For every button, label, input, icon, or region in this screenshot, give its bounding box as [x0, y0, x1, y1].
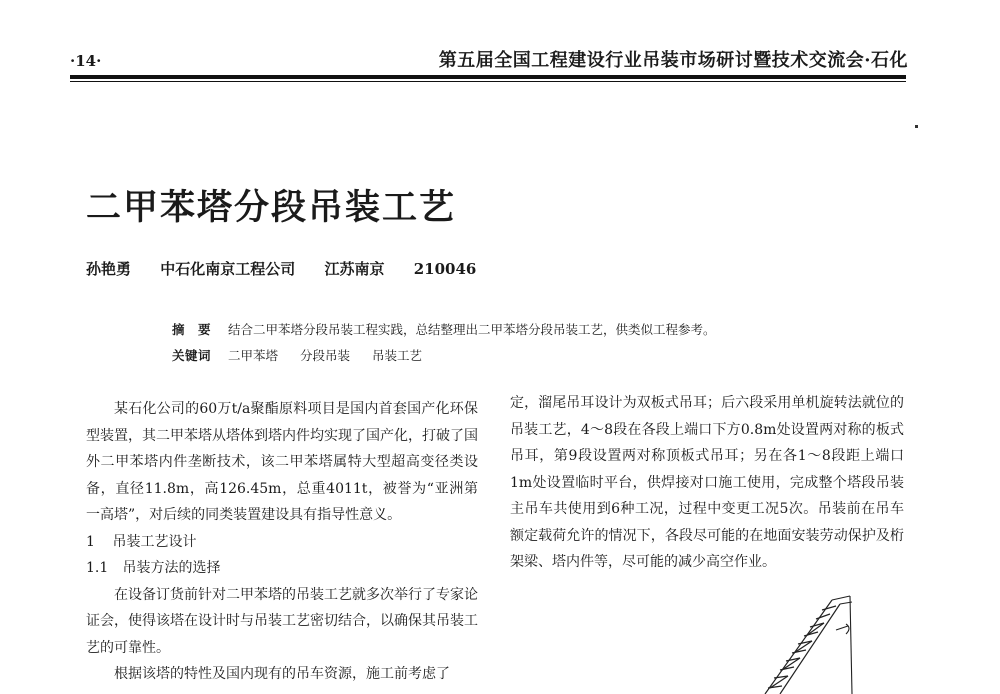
abstract-text: 结合二甲苯塔分段吊装工程实践，总结整理出二甲苯塔分段吊装工艺，供类似工程参考。 [227, 322, 716, 337]
page-number: ·14· [70, 52, 102, 70]
body-paragraph: 根据该塔的特性及国内现有的吊车资源，施工前考虑了 [114, 666, 450, 682]
keywords [172, 346, 440, 364]
keyword: 吊装工艺 [371, 348, 422, 363]
header-rule-thick [70, 75, 906, 79]
byline [86, 258, 476, 279]
header-rule-thin [70, 81, 906, 82]
crane-boom [765, 600, 840, 694]
author-affiliation: 中石化南京工程公司 [160, 260, 296, 278]
subsection-number: 1.1 [86, 560, 109, 576]
running-header-title: 第五届全国工程建设行业吊装市场研讨暨技术交流会·石化 [438, 50, 908, 71]
right-column [510, 390, 904, 576]
author-location: 江苏南京 [324, 260, 385, 278]
keyword: 分段吊装 [299, 348, 350, 363]
crane-figure [760, 590, 920, 694]
section-number: 1 [86, 533, 95, 550]
left-column [86, 396, 478, 688]
abstract [172, 320, 716, 338]
subsection-heading [86, 555, 478, 582]
body-paragraph: 定，溜尾吊耳设计为双板式吊耳；后六段采用单机旋转法就位的吊装工艺，4～8段在各段上端口下方0.8m处设置两对称的板式吊耳，第9段设置两对称顶板式吊耳；另在各1～8段距上端口1m处设置临时平台，供焊接对口施工使用，完成整个塔段吊装主吊车共使用到6种工况，过程中变更工况5次。吊装前在吊车额定载荷允许的情况下，各段尽可能的在地面安装劳动保护及桁架梁、塔内件等，尽可能的减少高空作业。 [510, 395, 904, 570]
author-name: 孙艳勇 [86, 260, 132, 278]
section-title: 吊装工艺设计 [112, 533, 197, 550]
section-heading [86, 529, 478, 556]
scan-speck [915, 125, 918, 128]
article-title: 二甲苯塔分段吊装工艺 [86, 187, 457, 228]
keywords-label: 关键词 [172, 348, 212, 363]
abstract-label: 摘 要 [172, 322, 212, 337]
subsection-title: 吊装方法的选择 [122, 560, 221, 576]
postcode: 210046 [413, 260, 477, 278]
intro-paragraph: 某石化公司的60万t/a聚酯原料项目是国内首套国产化环保型装置，其二甲苯塔从塔体到塔内件均实现了国产化，打破了国外二甲苯塔内件垄断技术，该二甲苯塔属特大型超高变径类设备，直径11.8m，高126.45m，总重4011t，被誉为“亚洲第一高塔”，对后续的同类装置建设具有指导性意义。 [86, 401, 478, 523]
keyword: 二甲苯塔 [227, 348, 278, 363]
body-paragraph: 在设备订货前针对二甲苯塔的吊装工艺就多次举行了专家论证会，使得该塔在设计时与吊装工艺密切结合，以确保其吊装工艺的可靠性。 [86, 586, 478, 656]
